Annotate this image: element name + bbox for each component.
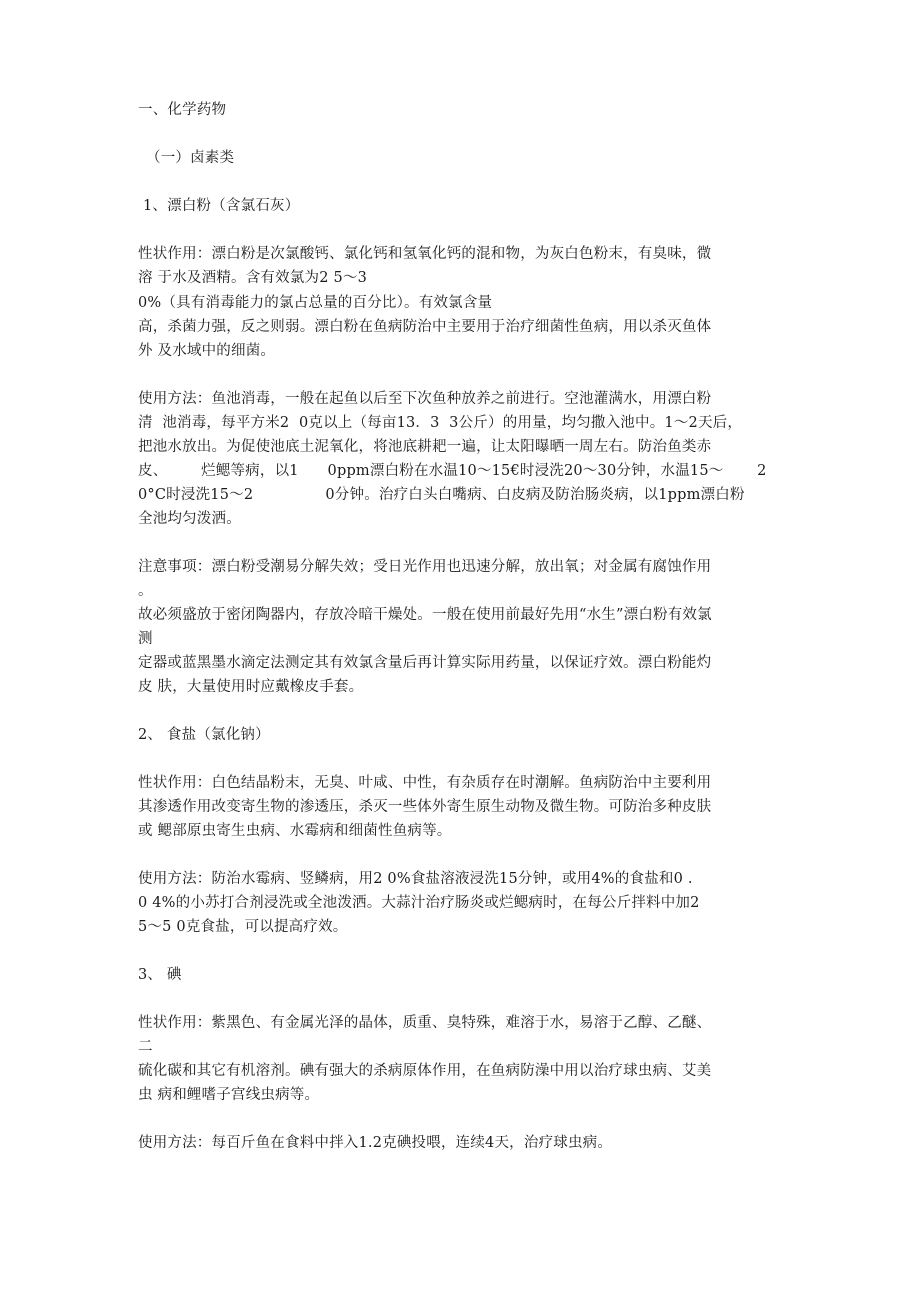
item-1-notes-line: 故必须盛放于密闭陶器内，存放冷暗干燥处。一般在使用前最好先用“水生”漂白粉有效氯 — [138, 607, 712, 623]
item-1-notes-line: 皮 肤，大量使用时应戴橡皮手套。 — [138, 679, 364, 695]
item-3-properties-line: 二 — [138, 1039, 153, 1055]
item-1-properties-line: 外 及水域中的细菌。 — [138, 343, 276, 359]
item-1-properties-line: 高，杀菌力强，反之则弱。漂白粉在鱼病防治中主要用于治疗细菌性鱼病，用以杀灭鱼体 — [138, 319, 712, 335]
item-1-properties-line: 性状作用：漂白粉是次氯酸钙、氯化钙和氢氧化钙的混和物，为灰白色粉末，有臭味，微 — [138, 246, 712, 262]
item-2-usage-line: 0 4%的小苏打合剂浸洗或全池泼洒。大蒜汁治疗肠炎或烂鳃病时，在每公斤拌料中加2 — [138, 895, 700, 911]
item-1-usage-line: 清 池消毒，每平方米2 0克以上（每亩13．3 3公斤）的用量，均匀撒入池中。1～2天后， — [138, 415, 743, 431]
item-1-usage-line: 0°C时浸洗15～2 0分钟。治疗白头白嘴病、白皮病及防治肠炎病，以1ppm漂白粉 — [138, 487, 745, 503]
item-2-title: 2、 食盐（氯化钠） — [138, 727, 270, 743]
item-1-properties-line: 溶 于水及酒精。含有效氯为2 5～3 — [138, 270, 367, 286]
item-3-properties-line: 硫化碳和其它有机溶剂。碘有强大的杀病原体作用，在鱼病防澡中用以治疗球虫病、艾美 — [138, 1063, 712, 1079]
item-2-properties-line: 或 鳃部原虫寄生虫病、水霉病和细菌性鱼病等。 — [138, 823, 452, 839]
item-2-properties-line: 其渗透作用改变寄生物的渗透压，杀灭一些体外寄生原生动物及微生物。可防治多种皮肤 — [138, 799, 712, 815]
heading-halogens: （一）卤素类 — [146, 150, 235, 166]
item-1-properties-line: 0%（具有消毒能力的氯占总量的百分比）。有效氯含量 — [138, 295, 493, 311]
item-3-properties-line: 虫 病和鲤嗜子宫线虫病等。 — [138, 1087, 320, 1103]
item-1-notes-line: 定器或蓝黑墨水滴定法测定其有效氯含量后再计算实际用药量，以保证疗效。漂白粉能灼 — [138, 655, 712, 671]
item-3-usage-line: 使用方法：每百斤鱼在食料中拌入1.2克碘投喂，连续4天，治疗球虫病。 — [138, 1135, 613, 1151]
item-2-properties-line: 性状作用：白色结晶粉末，无臭、叶咸、中性，有杂质存在时潮解。鱼病防治中主要利用 — [138, 775, 712, 791]
item-1-notes-line: 。 — [138, 583, 153, 599]
item-1-usage-line: 把池水放出。为促使池底土泥氧化，将池底耕耙一遍，让太阳曝晒一周左右。防治鱼类赤 — [138, 439, 712, 455]
item-2-usage-line: 使用方法：防治水霉病、竖鳞病，用2 0%食盐溶液浸洗15分钟，或用4%的食盐和0 . — [138, 871, 693, 887]
item-1-usage-line: 全池均匀泼洒。 — [138, 511, 241, 527]
item-1-notes-line: 测 — [138, 631, 153, 647]
item-1-notes-line: 注意事项：漂白粉受潮易分解失效；受日光作用也迅速分解，放出氧；对金属有腐蚀作用 — [138, 559, 712, 575]
item-1-title: 1、漂白粉（含氯石灰） — [143, 198, 300, 214]
item-1-usage-line: 使用方法：鱼池消毒，一般在起鱼以后至下次鱼种放养之前进行。空池灌满水，用漂白粉 — [138, 391, 712, 407]
item-3-properties-line: 性状作用：紫黑色、有金属光泽的晶体，质重、臭特殊，难溶于水，易溶于乙醇、乙醚、 — [138, 1015, 712, 1031]
item-1-usage-line: 皮、 烂鳃等病，以1 0ppm漂白粉在水温10～15€时浸洗20～30分钟，水温15～ 2 — [138, 463, 767, 479]
item-2-usage-line: 5～5 0克食盐，可以提高疗效。 — [138, 919, 348, 935]
item-3-title: 3、 碘 — [138, 967, 182, 983]
heading-chemical-drugs: 一、化学药物 — [138, 102, 227, 118]
